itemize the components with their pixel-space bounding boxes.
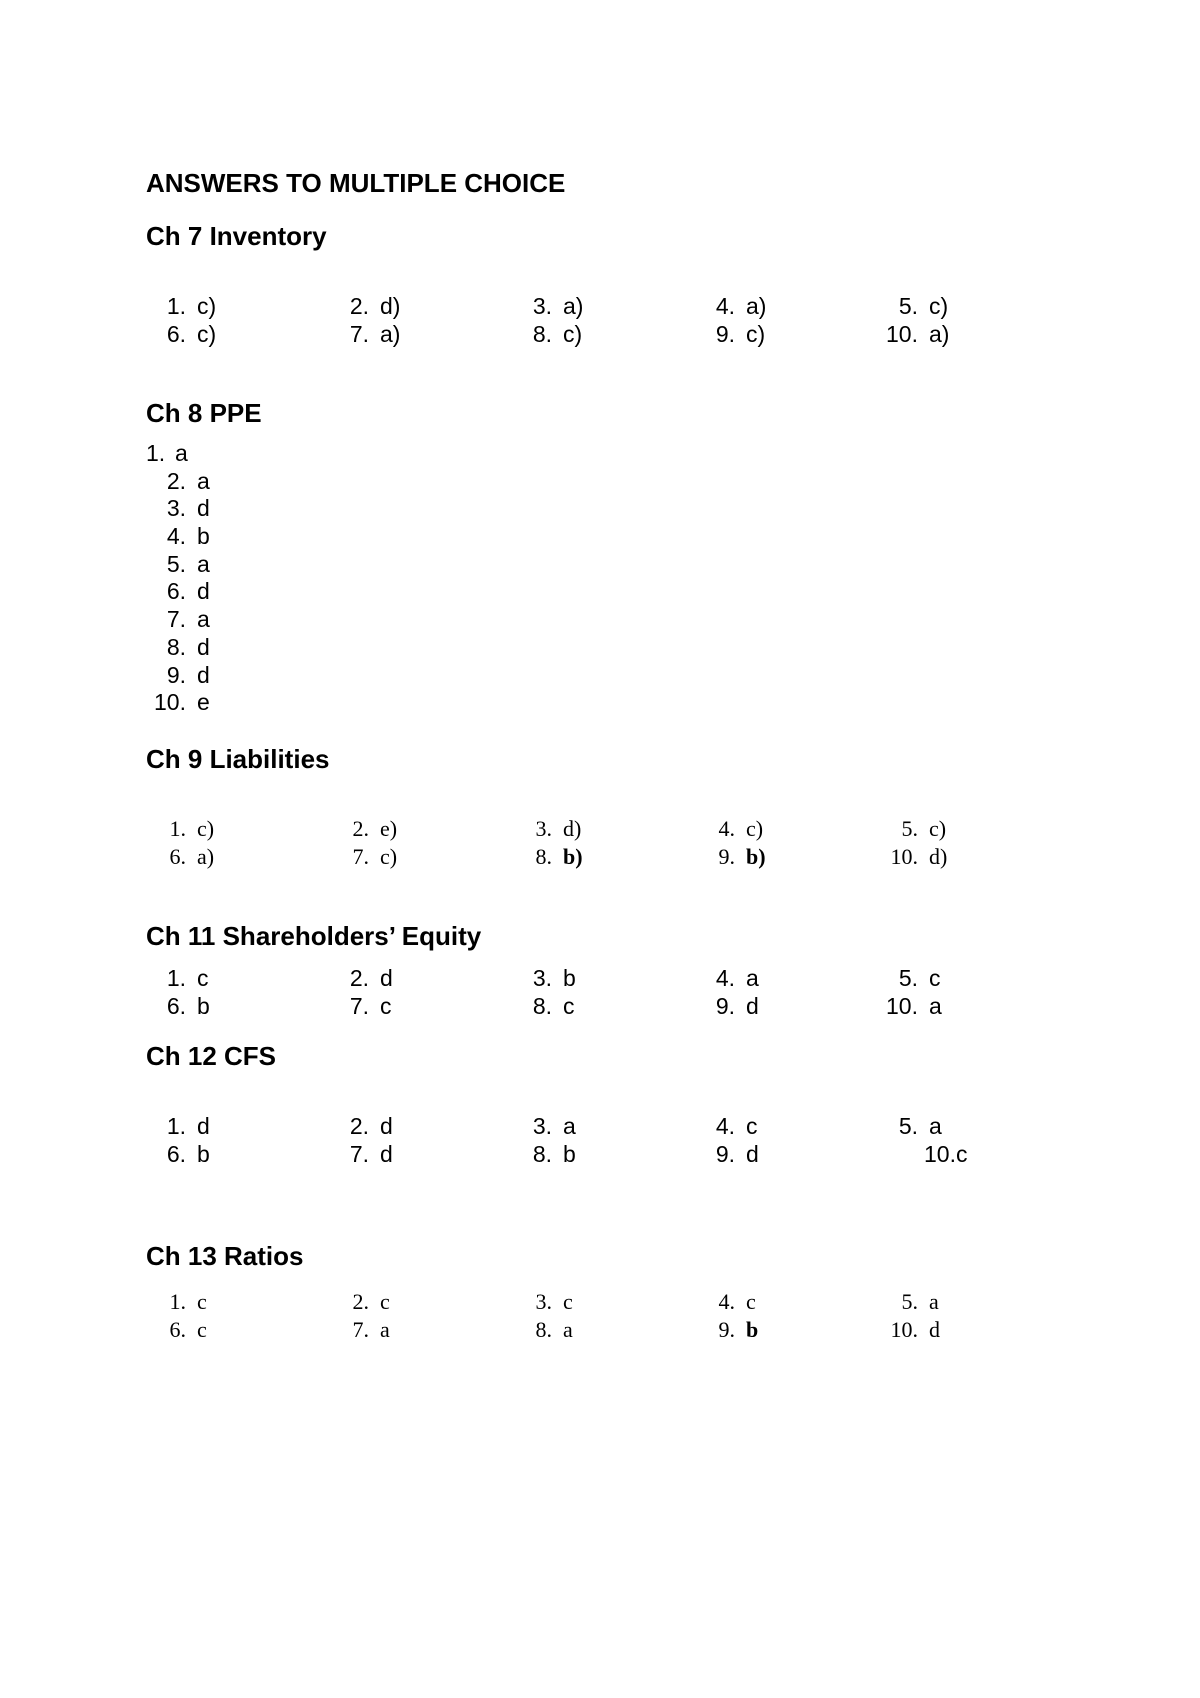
answer-number: 2. bbox=[349, 293, 369, 319]
section-heading-ch12: Ch 12 CFS bbox=[146, 1041, 277, 1071]
answer-item bbox=[146, 1140, 210, 1168]
answer-item bbox=[329, 1140, 393, 1168]
answer-number: 10. bbox=[890, 844, 918, 869]
answer-letter: b bbox=[746, 1317, 759, 1342]
answer-item bbox=[512, 843, 583, 871]
answer-letter: c bbox=[563, 993, 575, 1019]
answer-letter: a bbox=[197, 550, 210, 577]
document-title: ANSWERS TO MULTIPLE CHOICE bbox=[146, 168, 566, 198]
answer-item bbox=[878, 1288, 939, 1316]
answer-letter: c bbox=[197, 965, 209, 991]
answer-number: 2. bbox=[349, 1113, 369, 1139]
answer-number: 7. bbox=[352, 1317, 369, 1342]
answer-letter: d bbox=[197, 633, 210, 660]
answer-item bbox=[695, 815, 763, 843]
answer-number: 1. bbox=[169, 816, 186, 841]
answer-number: 6. bbox=[169, 844, 186, 869]
answer-grid-ch7 bbox=[146, 292, 1006, 352]
answer-letter: d bbox=[746, 993, 759, 1019]
answer-letter: c) bbox=[746, 321, 766, 347]
answer-letter: a bbox=[197, 467, 210, 494]
answer-item bbox=[512, 292, 583, 320]
answer-number: 8. bbox=[532, 321, 552, 347]
answer-item bbox=[329, 1316, 390, 1344]
answer-number: 3. bbox=[166, 495, 186, 522]
answer-number: 1. bbox=[166, 965, 186, 991]
answer-letter: c bbox=[929, 965, 941, 991]
answer-letter: a bbox=[929, 1113, 942, 1139]
answer-letter: e bbox=[197, 689, 210, 716]
list-item bbox=[146, 606, 346, 634]
answer-item bbox=[695, 1288, 756, 1316]
answer-number: 9. bbox=[715, 993, 735, 1019]
answer-number: 9. bbox=[166, 661, 186, 688]
answer-item bbox=[329, 1112, 393, 1140]
answer-number: 4. bbox=[715, 965, 735, 991]
answer-letter: b) bbox=[563, 844, 583, 869]
answer-letter: d bbox=[197, 661, 210, 688]
answer-item bbox=[695, 320, 765, 348]
answer-letter: c) bbox=[197, 816, 215, 841]
answer-number: 7. bbox=[166, 606, 186, 633]
answer-grid-ch11 bbox=[146, 964, 1006, 1024]
answer-item bbox=[512, 1316, 573, 1344]
answer-number: 1. bbox=[146, 440, 166, 466]
answer-letter: b bbox=[197, 993, 210, 1019]
answer-letter: c) bbox=[929, 293, 949, 319]
answer-letter: c) bbox=[197, 293, 217, 319]
answer-item bbox=[329, 843, 397, 871]
answer-grid-ch9 bbox=[146, 815, 1006, 875]
answer-letter: a bbox=[929, 993, 942, 1019]
answer-letter: d bbox=[197, 1113, 210, 1139]
answer-letter: d) bbox=[380, 293, 401, 319]
answer-item bbox=[512, 1288, 573, 1316]
answer-letter: c bbox=[563, 1289, 573, 1314]
answer-letter: a) bbox=[563, 293, 584, 319]
answer-item bbox=[512, 964, 576, 992]
answer-item bbox=[146, 992, 210, 1020]
answer-number: 5. bbox=[898, 293, 918, 319]
answer-item bbox=[146, 964, 209, 992]
answer-item bbox=[878, 1112, 942, 1140]
answer-number: 9. bbox=[715, 321, 735, 347]
answer-number: 7. bbox=[349, 993, 369, 1019]
answer-letter: d) bbox=[929, 844, 948, 869]
answer-number: 5. bbox=[898, 965, 918, 991]
answer-number: 6. bbox=[166, 578, 186, 605]
answer-item bbox=[146, 1112, 210, 1140]
answer-number: 7. bbox=[349, 321, 369, 347]
answer-letter: a bbox=[929, 1289, 939, 1314]
answer-item bbox=[329, 992, 392, 1020]
answer-item bbox=[878, 292, 948, 320]
answer-number: 1. bbox=[166, 293, 186, 319]
answer-letter: c) bbox=[563, 321, 583, 347]
section-heading-ch11: Ch 11 Shareholders’ Equity bbox=[146, 921, 482, 951]
answer-list-ch8 bbox=[146, 440, 346, 717]
answer-letter: b) bbox=[746, 844, 766, 869]
answer-number: 7. bbox=[352, 844, 369, 869]
answer-item bbox=[695, 1140, 759, 1168]
answer-number: 4. bbox=[715, 293, 735, 319]
answer-number: 8. bbox=[535, 844, 552, 869]
answer-number: 2. bbox=[166, 467, 186, 494]
answer-item bbox=[878, 992, 942, 1020]
answer-letter: d bbox=[197, 578, 210, 605]
section-heading-ch8: Ch 8 PPE bbox=[146, 398, 262, 428]
answer-number: 9. bbox=[715, 1141, 735, 1167]
answer-number: 10.c bbox=[924, 1141, 968, 1167]
list-item bbox=[146, 468, 346, 496]
list-item bbox=[146, 689, 346, 717]
answer-letter: b bbox=[563, 965, 576, 991]
answer-item bbox=[878, 815, 946, 843]
answer-letter: a) bbox=[197, 844, 215, 869]
answer-item bbox=[512, 815, 581, 843]
answer-number: 3. bbox=[535, 1289, 552, 1314]
answer-number: 3. bbox=[532, 1113, 552, 1139]
answer-item bbox=[512, 320, 582, 348]
answer-letter: d) bbox=[563, 816, 582, 841]
answer-letter: d bbox=[746, 1141, 759, 1167]
answer-number: 3. bbox=[532, 965, 552, 991]
list-item bbox=[146, 662, 346, 690]
answer-letter: a bbox=[175, 440, 188, 466]
answer-item bbox=[878, 1316, 940, 1344]
section-heading-ch9: Ch 9 Liabilities bbox=[146, 744, 330, 774]
answer-number: 5. bbox=[166, 550, 186, 577]
answer-letter: d bbox=[380, 1141, 393, 1167]
answer-letter: a bbox=[380, 1317, 390, 1342]
answer-letter: c) bbox=[380, 844, 398, 869]
answer-item bbox=[146, 815, 214, 843]
answer-number: 2. bbox=[352, 816, 369, 841]
answer-letter: e) bbox=[380, 816, 398, 841]
list-item bbox=[146, 523, 346, 551]
answer-number: 8. bbox=[535, 1317, 552, 1342]
answer-number: 9. bbox=[718, 844, 735, 869]
list-item bbox=[146, 495, 346, 523]
answer-number: 4. bbox=[715, 1113, 735, 1139]
section-heading-ch7: Ch 7 Inventory bbox=[146, 221, 327, 251]
answer-number: 6. bbox=[166, 1141, 186, 1167]
answer-letter: b bbox=[197, 1141, 210, 1167]
list-item bbox=[146, 578, 346, 606]
answer-letter: d bbox=[380, 1113, 393, 1139]
answer-item bbox=[924, 1140, 967, 1168]
answer-letter: c) bbox=[197, 321, 217, 347]
answer-number: 5. bbox=[898, 1113, 918, 1139]
answer-number: 10. bbox=[154, 689, 186, 716]
list-item bbox=[146, 440, 346, 468]
section-heading-ch13: Ch 13 Ratios bbox=[146, 1241, 304, 1271]
answer-letter: a) bbox=[929, 321, 950, 347]
answer-letter: c bbox=[746, 1113, 758, 1139]
list-item bbox=[146, 551, 346, 579]
answer-number: 4. bbox=[718, 816, 735, 841]
answer-letter: b bbox=[197, 523, 210, 550]
answer-item bbox=[146, 1316, 207, 1344]
answer-item bbox=[695, 1112, 758, 1140]
answer-letter: a bbox=[563, 1317, 573, 1342]
answer-letter: c bbox=[197, 1317, 207, 1342]
answer-number: 5. bbox=[901, 1289, 918, 1314]
answer-item bbox=[878, 843, 947, 871]
answer-letter: c bbox=[197, 1289, 207, 1314]
answer-number: 1. bbox=[169, 1289, 186, 1314]
answer-item bbox=[146, 292, 216, 320]
answer-number: 6. bbox=[169, 1317, 186, 1342]
answer-number: 6. bbox=[166, 321, 186, 347]
answer-number: 8. bbox=[166, 633, 186, 660]
answer-number: 4. bbox=[718, 1289, 735, 1314]
answer-item bbox=[329, 815, 397, 843]
answer-number: 1. bbox=[166, 1113, 186, 1139]
answer-number: 2. bbox=[352, 1289, 369, 1314]
answer-item bbox=[146, 843, 214, 871]
answer-number: 7. bbox=[349, 1141, 369, 1167]
answer-item bbox=[329, 292, 400, 320]
answer-letter: d bbox=[197, 495, 210, 522]
answer-item bbox=[329, 964, 393, 992]
answer-number: 8. bbox=[532, 1141, 552, 1167]
answer-number: 2. bbox=[349, 965, 369, 991]
answer-letter: a bbox=[197, 606, 210, 633]
answer-item bbox=[878, 320, 949, 348]
answer-letter: c bbox=[746, 1289, 756, 1314]
answer-letter: a bbox=[563, 1113, 576, 1139]
answer-item bbox=[512, 1112, 576, 1140]
answer-letter: c bbox=[380, 1289, 390, 1314]
answer-grid-ch12 bbox=[146, 1112, 1006, 1172]
list-item bbox=[146, 634, 346, 662]
answer-number: 5. bbox=[901, 816, 918, 841]
answer-item bbox=[146, 320, 216, 348]
answer-letter: b bbox=[563, 1141, 576, 1167]
answer-letter: a) bbox=[380, 321, 401, 347]
answer-item bbox=[146, 1288, 207, 1316]
answer-number: 4. bbox=[166, 523, 186, 550]
answer-item bbox=[695, 964, 759, 992]
answer-item bbox=[695, 1316, 758, 1344]
answer-number: 3. bbox=[532, 293, 552, 319]
answer-number: 9. bbox=[718, 1317, 735, 1342]
answer-item bbox=[878, 964, 941, 992]
answer-item bbox=[695, 843, 766, 871]
answer-letter: d bbox=[929, 1317, 940, 1342]
answer-letter: a bbox=[746, 965, 759, 991]
answer-item bbox=[329, 320, 400, 348]
answer-item bbox=[512, 992, 575, 1020]
answer-number: 6. bbox=[166, 993, 186, 1019]
answer-grid-ch13 bbox=[146, 1288, 1006, 1348]
answer-letter: c) bbox=[746, 816, 764, 841]
answer-item bbox=[695, 992, 759, 1020]
answer-item bbox=[512, 1140, 576, 1168]
answer-number: 10. bbox=[890, 1317, 918, 1342]
answer-number: 10. bbox=[886, 321, 918, 347]
answer-letter: a) bbox=[746, 293, 767, 319]
answer-number: 10. bbox=[886, 993, 918, 1019]
answer-item bbox=[695, 292, 766, 320]
answer-letter: d bbox=[380, 965, 393, 991]
answer-letter: c bbox=[380, 993, 392, 1019]
answer-item bbox=[329, 1288, 390, 1316]
answer-letter: c) bbox=[929, 816, 947, 841]
answer-number: 8. bbox=[532, 993, 552, 1019]
answer-number: 3. bbox=[535, 816, 552, 841]
